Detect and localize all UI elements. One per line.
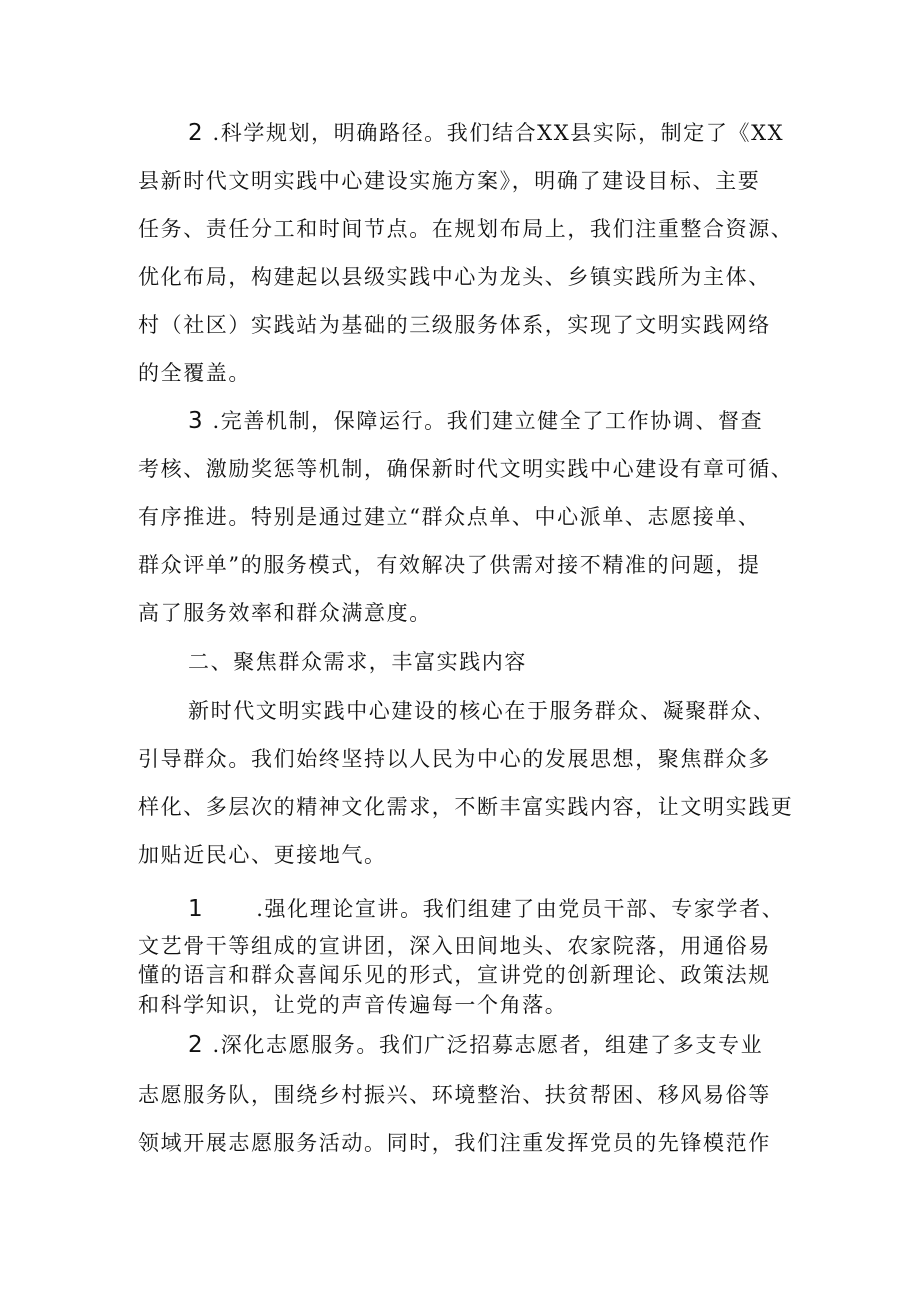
text-line: 县新时代文明实践中心建设实施方案》，明确了建设目标、主要 bbox=[138, 169, 761, 193]
line-text: .深化志愿服务。我们广泛招募志愿者，组建了多支专业 bbox=[204, 1033, 764, 1057]
text-line: 群众评单”的服务模式，有效解决了供需对接不精准的问题，提 bbox=[138, 553, 761, 577]
list-number: 3 bbox=[188, 408, 205, 434]
text-line bbox=[188, 894, 888, 924]
list-number: 2 bbox=[188, 120, 205, 146]
section-heading: 二、聚焦群众需求，丰富实践内容 bbox=[188, 650, 527, 674]
text-line: 高了服务效率和群众满意度。 bbox=[138, 601, 432, 625]
text-line bbox=[188, 406, 888, 436]
text-line: 文艺骨干等组成的宣讲团，深入田间地头、农家院落，用通俗易 bbox=[138, 934, 771, 958]
text-line: 领域开展志愿服务活动。同时，我们注重发挥党员的先锋模范作 bbox=[138, 1131, 771, 1155]
text-line: 新时代文明实践中心建设的核心在于服务群众、凝聚群众、 bbox=[188, 699, 776, 723]
text-line: 志愿服务队，围绕乡村振兴、环境整治、扶贫帮困、移风易俗等 bbox=[138, 1083, 771, 1107]
text-line: 有序推进。特别是通过建立“群众点单、中心派单、志愿接单、 bbox=[138, 505, 761, 529]
list-number: 2 bbox=[188, 1032, 205, 1058]
text-line: 引导群众。我们始终坚持以人民为中心的发展思想，聚焦群众多 bbox=[138, 747, 771, 771]
line-text: .科学规划，明确路径。我们结合XX县实际，制定了《XX bbox=[204, 121, 785, 145]
list-number: 1 bbox=[188, 896, 205, 922]
text-line: 的全覆盖。 bbox=[138, 361, 251, 385]
line-text: .完善机制，保障运行。我们建立健全了工作协调、督查 bbox=[204, 409, 764, 433]
text-line: 样化、多层次的精神文化需求，不断丰富实践内容，让文明实践更 bbox=[138, 795, 794, 819]
text-line bbox=[188, 118, 888, 148]
text-line: 懂的语言和群众喜闻乐见的形式，宣讲党的创新理论、政策法规 bbox=[138, 963, 771, 987]
text-line: 考核、激励奖惩等机制，确保新时代文明实践中心建设有章可循、 bbox=[138, 457, 794, 481]
text-line: 和科学知识，让党的声音传遍每一个角落。 bbox=[138, 993, 568, 1017]
text-line: 优化布局，构建起以县级实践中心为龙头、乡镇实践所为主体、 bbox=[138, 265, 771, 289]
text-line: 村（社区）实践站为基础的三级服务体系，实现了文明实践网络 bbox=[138, 313, 771, 337]
text-line: 任务、责任分工和时间节点。在规划布局上，我们注重整合资源、 bbox=[138, 217, 794, 241]
line-text: .强化理论宣讲。我们组建了由党员干部、专家学者、 bbox=[256, 897, 785, 921]
text-line: 加贴近民心、更接地气。 bbox=[138, 843, 387, 867]
text-line bbox=[188, 1030, 888, 1060]
